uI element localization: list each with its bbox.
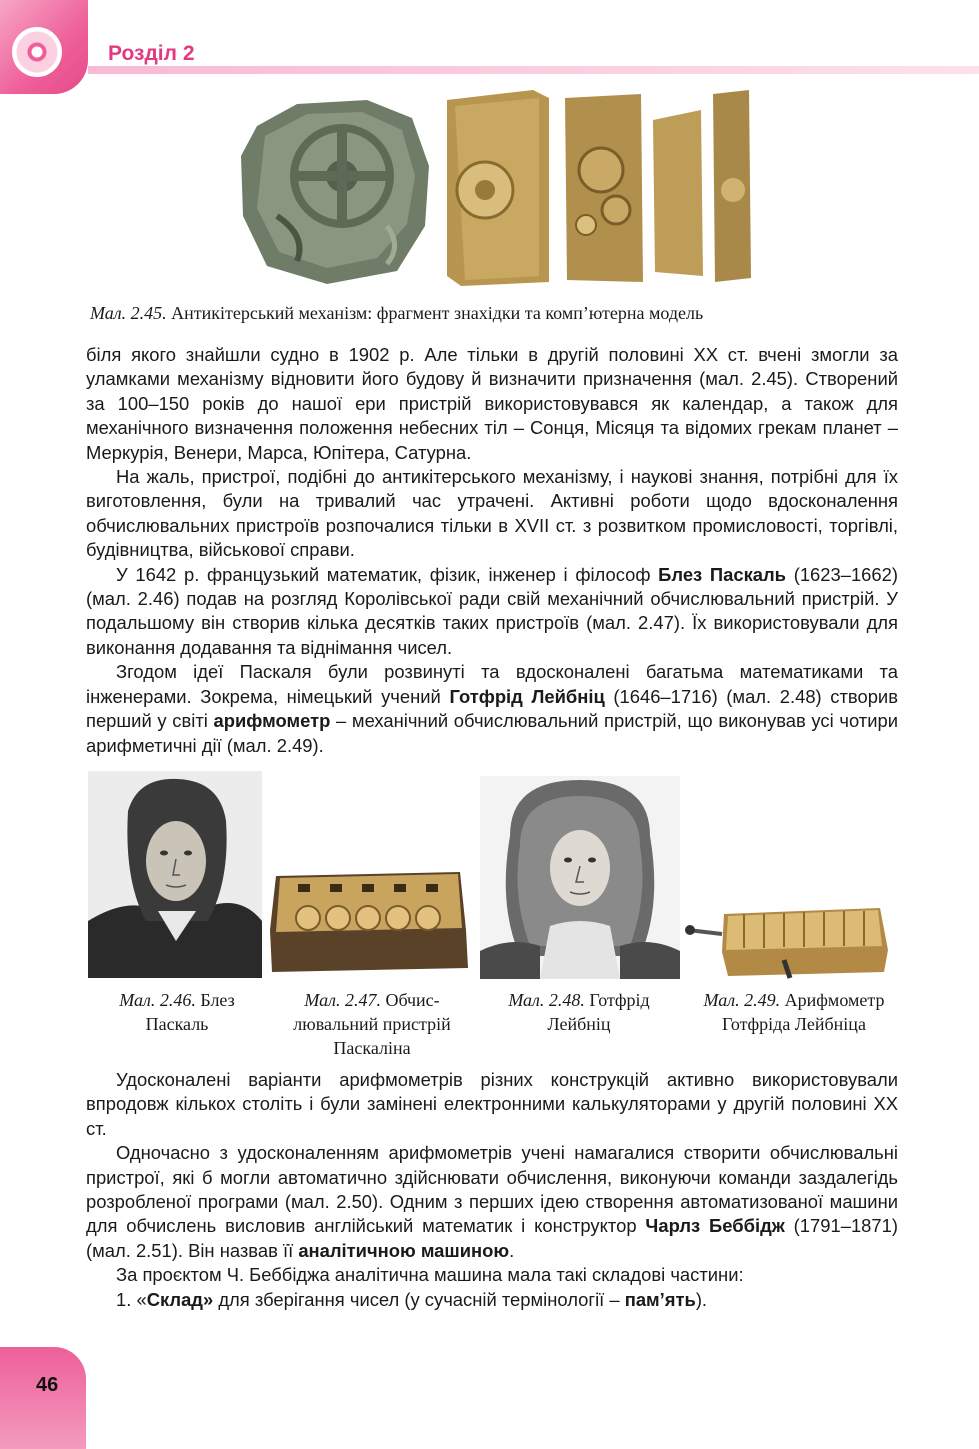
pascaline-image bbox=[268, 870, 468, 976]
paragraph-8: 1. «Склад» для зберігання чисел (у сучасній термінології – пам’ять). bbox=[116, 1288, 708, 1310]
paragraph-2: На жаль, пристрої, подібні до антикітерського механізму, і наукові знання, потрібні для їх виготовлення, були на тривалий час утрачені. Активні роботи щодо вдосконалення обчислювальних пристроїв розпочалися тільки в XVII ст. з розвитком промисловості, торгівлі, будівництва, військової справи. bbox=[86, 466, 898, 561]
page-number-tab bbox=[0, 1347, 86, 1449]
paragraph-4: Згодом ідеї Паскаля були розвинуті та вдосконалені багатьма математиками та інженерами. Зокрема, німецький учений Готфрід Лейбніц (1646–1716) (мал. 2.48) створив перший у світі арифмометр – механічний обчислювальний пристрій, що виконував усі чотири арифметичні дії (мал. 2.49). bbox=[86, 661, 898, 756]
paragraph-3: У 1642 р. французький математик, фізик, інженер і філософ Блез Паскаль (1623–1662) (мал. 2.46) подав на розгляд Королівської ради свій механічний обчислювальний пристрій. У подальшому він створив кілька десятків таких пристроїв (мал. 2.47). Їх використовували для виконання додавання та віднімання чисел. bbox=[86, 563, 898, 658]
antikythera-fragment-image bbox=[237, 96, 433, 286]
paragraph-1: біля якого знайшли судно в 1902 р. Але тільки в другій половині XX ст. вчені змогли за уламками механізму відновити його будову й визначити призначення (мал. 2.45). Створений за 100–150 років до нашої ери пристрій використовувався як календар, а також для механічного визначення положення небесних тіл – Сонця, Місяця та відомих грекам планет – Меркурія, Венери, Марса, Юпітера, Сатурна. bbox=[86, 344, 898, 463]
header-rule bbox=[88, 66, 979, 74]
chapter-title: Розділ 2 bbox=[108, 42, 195, 65]
disc-icon bbox=[12, 27, 62, 77]
paragraph-6: Одночасно з удосконаленням арифмометрів учені намагалися створити обчислювальні пристрої, які б могли автоматично здійснювати обчислення, виконуючи команди заздалегідь розробленої програми (мал. 2.50). Одним з перших ідею створення автоматизованої машини для обчислень висловив англійський математик і конструктор Чарлз Беббідж (1791–1871) (мал. 2.51). Він назвав її аналітичною машиною. bbox=[86, 1142, 898, 1261]
caption-fig-2-46: Мал. 2.46. Блез Паскаль bbox=[119, 990, 235, 1034]
paragraph-7: За проєктом Ч. Беббіджа аналітична машина мала такі складові частини: bbox=[116, 1264, 744, 1286]
text-block-1 bbox=[86, 343, 898, 758]
leibniz-arithmometer-image bbox=[684, 900, 894, 980]
caption-fig-2-47: Мал. 2.47. Обчислювальний пристрій Паскаліна bbox=[293, 990, 451, 1058]
leibniz-portrait-image bbox=[480, 776, 680, 979]
page-number: 46 bbox=[36, 1374, 59, 1396]
pascal-portrait-image bbox=[88, 771, 262, 978]
caption-fig-2-48: Мал. 2.48. Готфрід Лейбніц bbox=[508, 990, 650, 1034]
chapter-corner-tab bbox=[0, 0, 88, 94]
text-block-2 bbox=[86, 1068, 898, 1312]
caption-fig-2-49: Мал. 2.49. Арифмометр Готфріда Лейбніца bbox=[703, 990, 885, 1034]
paragraph-5: Удосконалені варіанти арифмометрів різних конструкцій активно використовували впродовж кількох століть і були замінені електронними калькуляторами у другій половині XX ст. bbox=[86, 1069, 898, 1139]
caption-fig-2-45: Мал. 2.45. Антикітерський механізм: фрагмент знахідки та комп’ютерна модель bbox=[90, 303, 704, 323]
antikythera-model-image bbox=[441, 90, 753, 286]
